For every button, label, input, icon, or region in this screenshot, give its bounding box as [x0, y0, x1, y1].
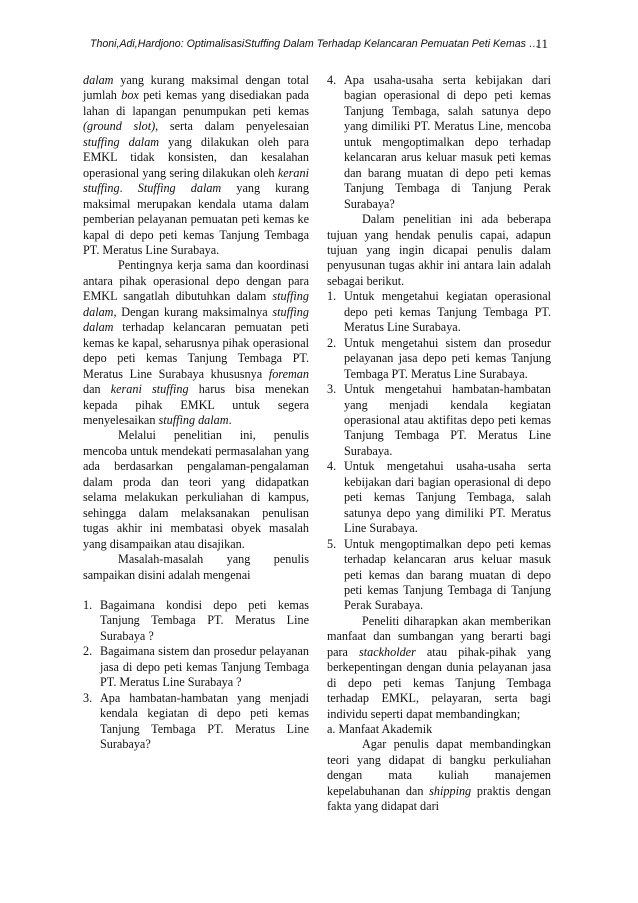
text-run: yang dilakukan oleh para EMKL tidak konsisten, dan kesalahan operasional yang sering dilakukan oleh: [83, 134, 309, 180]
running-header: [90, 38, 560, 50]
text-run: .: [228, 412, 232, 427]
list-number: 4.: [327, 459, 337, 474]
list-item: [83, 598, 309, 644]
italic-term: shipping: [429, 783, 472, 798]
page-number: 11: [535, 36, 548, 51]
italic-term: Stuffing dalam: [137, 181, 222, 196]
right-paragraph-1: Dalam penelitian ini ada beberapa tujuan yang hendak penulis capai, adapun tujuan yang ingin dicapai penulis dalam penyusunan tugas akhir ini antara lain adalah sebagai berikut.: [327, 212, 551, 288]
text-run: Peneliti diharapkan akan memberikan manfaat dan sumbangan yang berarti bagi para: [327, 613, 551, 659]
text-run: peti kemas yang disediakan pada lahan di lapangan penumpukan peti kemas: [83, 88, 309, 118]
right-paragraph-3: [327, 737, 551, 814]
list-number: 1.: [83, 597, 93, 612]
italic-term: stuffing dalam: [158, 412, 229, 427]
italic-term: box: [121, 88, 139, 103]
italic-term: stuffing dalam: [83, 304, 309, 335]
italic-term: stuffing dalam: [83, 134, 160, 149]
list-item-text: Bagaimana sistem dan prosedur pelayanan jasa di depo peti kemas Tanjung Tembaga PT. Meratus Line Surabaya ?: [100, 644, 309, 690]
text-run: harus bisa menekan kepada pihak EMKL untuk segera menyelesaikan: [83, 382, 309, 427]
list-item: [327, 382, 551, 459]
goals-list: [327, 289, 551, 614]
list-number: 1.: [327, 289, 337, 304]
list-number: 2.: [83, 644, 93, 659]
list-item-text: Apa usaha-usaha serta kebijakan dari bagian operasional di depo peti kemas Tanjung Tembaga, salah satunya depo yang dimiliki PT. Meratus Line, mencoba untuk mengoptimalkan depo terhadap kelancaran arus keluar masuk peti kemas dan barang muatan di depo peti kemas Tanjung Tembaga di Tanjung Perak Surabaya?: [344, 73, 551, 211]
list-item: [327, 73, 551, 212]
right-paragraph-2: [327, 614, 551, 722]
list-item-text: Bagaimana kondisi depo peti kemas Tanjung Tembaga PT. Meratus Line Surabaya ?: [100, 597, 309, 643]
text-run: yang kurang maksimal merupakan kendala utama dalam pemberian pelayanan pemuatan peti kemas ke kapal di depo peti kemas Tanjung Tembaga PT. Meratus Line Surabaya.: [83, 181, 309, 257]
list-number: 2.: [327, 335, 337, 350]
text-run: terhadap kelancaran pemuatan peti kemas ke kapal, seharusnya pihak operasional depo peti kemas Tanjung Tembaga PT. Meratus Line Surabaya khususnya: [83, 320, 309, 381]
text-run: , serta dalam penyelesaian: [155, 119, 309, 134]
list-item: [327, 336, 551, 382]
header-title: OptimalisasiStuffing Dalam Terhadap Kelancaran Pemuatan Peti Kemas …: [183, 38, 540, 50]
italic-term: stackholder: [358, 644, 416, 659]
list-item-text: Untuk mengetahui sistem dan prosedur pelayanan jasa depo peti kemas Tanjung Tembaga PT. Meratus Line Surabaya.: [344, 335, 551, 381]
list-item: [327, 537, 551, 614]
problem-list-continued: [327, 73, 551, 212]
italic-term: kerani stuffing: [83, 165, 309, 196]
list-item-text: Apa hambatan-hambatan yang menjadi kendala kegiatan di depo peti kemas Tanjung Tembaga PT. Meratus Line Surabaya?: [100, 690, 309, 752]
left-paragraph-3: Melalui penelitian ini, penulis mencoba untuk mendekati permasalahan yang ada berdasarkan pengalaman-pengalaman dalam proda dan teori yang didapatkan selama melakukan perkuliahan di kampus, sehingga dalam melaksanakan penulisan tugas akhir ini membatasi obyek masalah yang disampaikan atau disajikan.: [83, 428, 309, 551]
text-run: , Dengan kurang maksimalnya: [113, 304, 273, 319]
italic-term: stuffing dalam: [83, 289, 309, 319]
problem-list: [83, 598, 309, 753]
list-number: 5.: [327, 536, 337, 551]
text-run: .: [119, 181, 138, 196]
list-item-text: Untuk mengoptimalkan depo peti kemas terhadap kelancaran arus keluar masuk peti kemas dan barang muatan di depo peti kemas Tanjung Tembaga di Tanjung Perak Surabaya.: [344, 536, 551, 613]
list-item: [83, 691, 309, 753]
italic-term: dalam: [83, 73, 114, 87]
left-paragraph-2: [83, 258, 309, 428]
text-run: dan: [83, 382, 111, 397]
header-authors: Thoni,Adi,Hardjono:: [90, 38, 184, 50]
italic-term: (ground slot): [83, 119, 156, 134]
list-item-text: Untuk mengetahui hambatan-hambatan yang menjadi kendala kegiatan operasional atau aktifitas depo peti kemas Tanjung Tembaga PT. Meratus Line Surabaya.: [344, 382, 551, 458]
list-item-text: Untuk mengetahui usaha-usaha serta kebijakan dari bagian operasional di depo peti kemas Tanjung Tembaga, salah satunya depo yang dimiliki PT. Meratus Line Surabaya.: [344, 459, 551, 536]
text-run: praktis dengan fakta yang didapat dari: [327, 783, 551, 814]
list-item: [83, 644, 309, 690]
left-paragraph-4: Masalah-masalah yang penulis sampaikan disini adalah mengenai: [83, 552, 309, 582]
list-number: 3.: [83, 690, 93, 705]
italic-term: foreman: [268, 366, 309, 381]
left-paragraph-1: [83, 73, 309, 258]
left-column: [83, 73, 309, 752]
spacer: [83, 583, 309, 598]
list-item-text: Untuk mengetahui kegiatan operasional depo peti kemas Tanjung Tembaga PT. Meratus Line Surabaya.: [344, 289, 551, 335]
text-run: yang kurang maksimal dengan total jumlah: [83, 73, 309, 103]
right-column: [327, 73, 551, 815]
text-run: atau pihak-pihak yang berkepentingan dengan dunia pelayanan jasa di depo peti kemas Tanjung Tembaga terhadap EMKL, pelayaran, serta bagi individu seperti dapat membandingkan;: [327, 644, 551, 721]
text-run: Agar penulis dapat membandingkan teori yang didapat di bangku perkuliahan dengan mata kuliah manajemen kepelabuhanan dan: [327, 737, 551, 798]
sub-heading-manfaat-akademik: a. Manfaat Akademik: [327, 722, 433, 737]
italic-term: kerani stuffing: [110, 382, 189, 397]
list-number: 4.: [327, 73, 337, 87]
list-number: 3.: [327, 382, 337, 397]
list-item: [327, 289, 551, 335]
text-run: Pentingnya kerja sama dan koordinasi antara pihak operasional depo dengan para EMKL sangatlah dibutuhkan dalam: [83, 258, 309, 304]
list-item: [327, 459, 551, 536]
